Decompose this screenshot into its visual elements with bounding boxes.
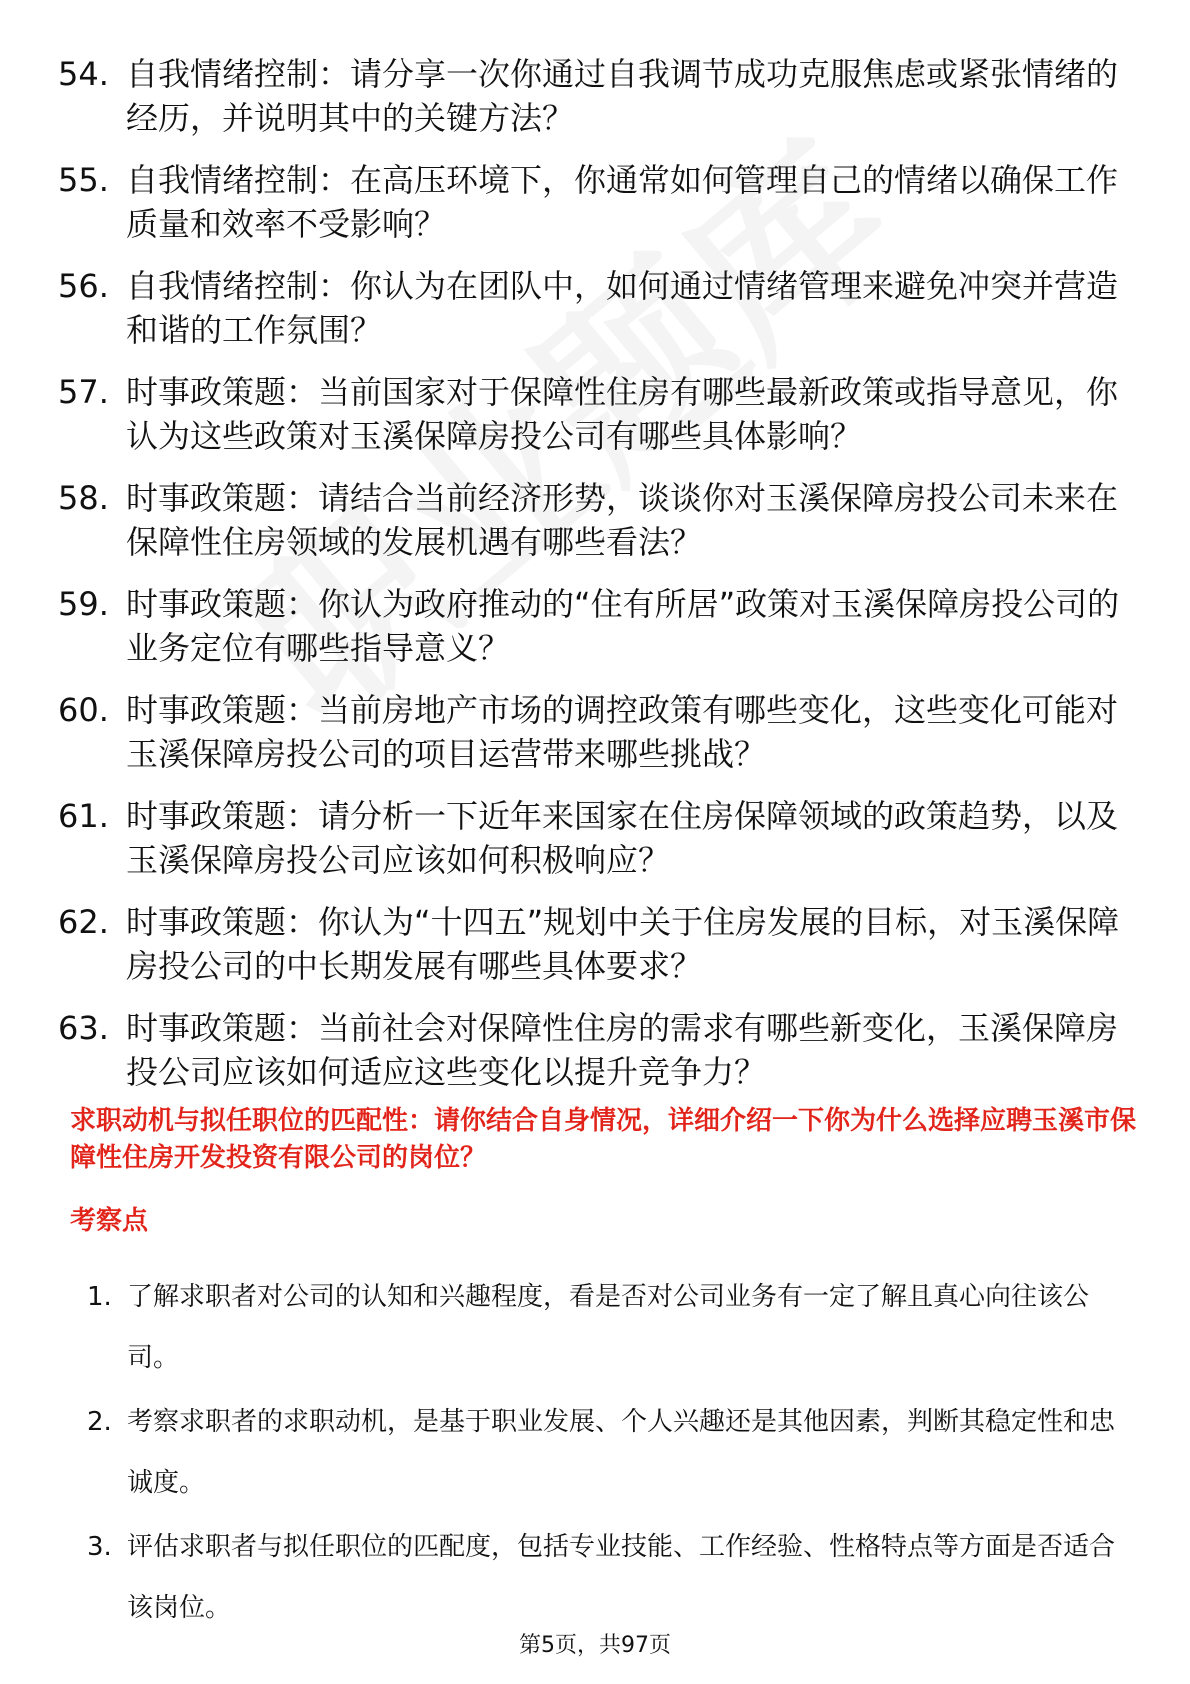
question-item: [0, 688, 1190, 776]
question-item: [0, 1006, 1190, 1094]
assessment-point: [0, 1267, 1190, 1389]
question-item: [0, 52, 1190, 140]
point-text: 考察求职者的求职动机，是基于职业发展、个人兴趣还是其他因素，判断其稳定性和忠诚度。: [127, 1407, 1116, 1498]
question-item: [0, 582, 1190, 670]
question-item: [0, 158, 1190, 246]
question-text: 时事政策题：你认为“十四五”规划中关于住房发展的目标，对玉溪保障房投公司的中长期发展有哪些具体要求？: [126, 903, 1120, 985]
point-text: 评估求职者与拟任职位的匹配度，包括专业技能、工作经验、性格特点等方面是否适合该岗位。: [127, 1532, 1116, 1623]
question-number: 55.: [58, 161, 109, 199]
question-number: 57.: [58, 373, 109, 411]
question-number: 63.: [58, 1009, 109, 1047]
question-text: 时事政策题：请分析一下近年来国家在住房保障领域的政策趋势，以及玉溪保障房投公司应该如何积极响应？: [126, 797, 1119, 879]
assessment-points-list: [0, 1267, 1190, 1642]
question-number: 58.: [58, 479, 109, 517]
question-text: 自我情绪控制：在高压环境下，你通常如何管理自己的情绪以确保工作质量和效率不受影响？: [126, 161, 1119, 243]
question-text: 时事政策题：当前社会对保障性住房的需求有哪些新变化，玉溪保障房投公司应该如何适应这些变化以提升竞争力？: [126, 1009, 1119, 1091]
point-number: 3.: [87, 1532, 112, 1562]
assessment-point: [0, 1517, 1190, 1639]
question-list: [0, 52, 1190, 1112]
question-number: 56.: [58, 267, 109, 305]
assessment-points-heading: 考察点: [70, 1206, 149, 1236]
question-item: [0, 900, 1190, 988]
question-text: 时事政策题：当前国家对于保障性住房有哪些最新政策或指导意见，你认为这些政策对玉溪保障房投公司有哪些具体影响？: [126, 373, 1119, 455]
question-text: 时事政策题：当前房地产市场的调控政策有哪些变化，这些变化可能对玉溪保障房投公司的项目运营带来哪些挑战？: [126, 691, 1119, 773]
question-item: [0, 476, 1190, 564]
page-footer: 第5页，共97页: [519, 1633, 671, 1658]
question-text: 时事政策题：请结合当前经济形势，谈谈你对玉溪保障房投公司未来在保障性住房领域的发展机遇有哪些看法？: [126, 479, 1119, 561]
question-text: 自我情绪控制：你认为在团队中，如何通过情绪管理来避免冲突并营造和谐的工作氛围？: [126, 267, 1119, 349]
question-number: 59.: [58, 585, 109, 623]
question-number: 60.: [58, 691, 109, 729]
question-item: [0, 370, 1190, 458]
question-number: 61.: [58, 797, 109, 835]
question-number: 62.: [58, 903, 109, 941]
point-number: 2.: [87, 1407, 112, 1437]
point-text: 了解求职者对公司的认知和兴趣程度，看是否对公司业务有一定了解且真心向往该公司。: [127, 1282, 1090, 1373]
question-item: [0, 264, 1190, 352]
question-text: 时事政策题：你认为政府推动的“住有所居”政策对玉溪保障房投公司的业务定位有哪些指导意义？: [126, 585, 1120, 667]
assessment-point: [0, 1392, 1190, 1514]
question-text: 自我情绪控制：请分享一次你通过自我调节成功克服焦虑或紧张情绪的经历，并说明其中的关键方法？: [126, 55, 1119, 137]
section-title: 求职动机与拟任职位的匹配性：请你结合自身情况，详细介绍一下你为什么选择应聘玉溪市保障性住房开发投资有限公司的岗位？: [70, 1106, 1137, 1173]
point-number: 1.: [87, 1282, 112, 1312]
question-number: 54.: [58, 55, 109, 93]
question-item: [0, 794, 1190, 882]
